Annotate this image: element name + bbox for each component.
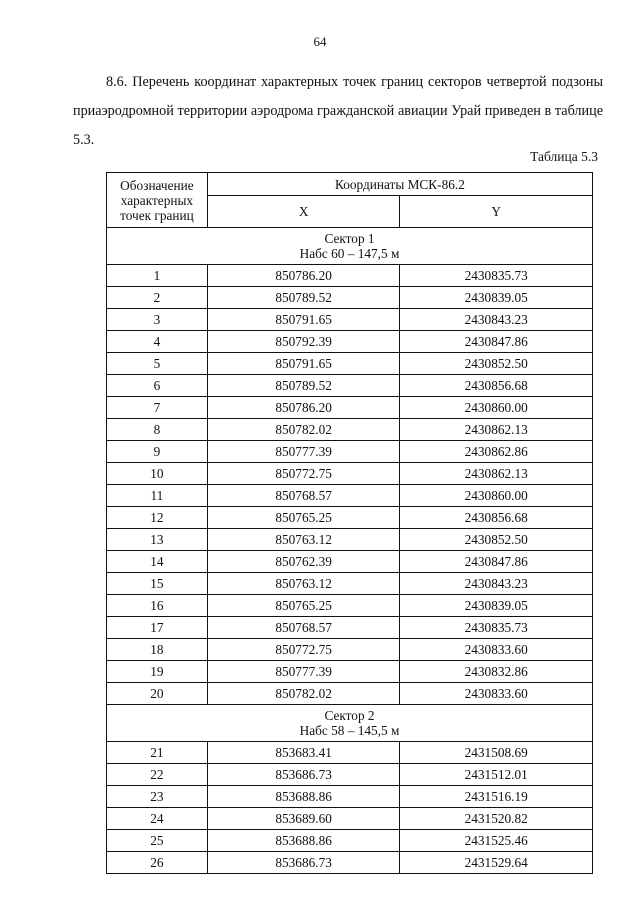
x-coordinate-cell: 853686.73 [207,764,400,786]
x-coordinate-cell: 850768.57 [207,617,400,639]
x-coordinate-cell: 850789.52 [207,287,400,309]
x-coordinate-cell: 850772.75 [207,463,400,485]
y-coordinate-cell: 2431529.64 [400,852,593,874]
table-row [107,397,593,419]
point-number-cell: 20 [107,683,208,705]
table-row [107,529,593,551]
y-coordinate-cell: 2430839.05 [400,287,593,309]
point-number-cell: 17 [107,617,208,639]
point-number-cell: 4 [107,331,208,353]
x-coordinate-cell: 853688.86 [207,830,400,852]
y-coordinate-cell: 2430860.00 [400,485,593,507]
sector-height: Набс 60 – 147,5 м [299,246,400,261]
x-coordinate-cell: 850786.20 [207,265,400,287]
point-number-cell: 8 [107,419,208,441]
point-number-cell: 21 [107,742,208,764]
x-coordinate-cell: 850772.75 [207,639,400,661]
y-coordinate-cell: 2430860.00 [400,397,593,419]
header-x: X [207,196,400,228]
x-coordinate-cell: 850777.39 [207,441,400,463]
table-row [107,764,593,786]
y-coordinate-cell: 2430847.86 [400,331,593,353]
table-row [107,419,593,441]
table-row [107,265,593,287]
table-body [107,228,593,874]
x-coordinate-cell: 853688.86 [207,786,400,808]
table-row [107,441,593,463]
point-number-cell: 12 [107,507,208,529]
y-coordinate-cell: 2430833.60 [400,683,593,705]
x-coordinate-cell: 853689.60 [207,808,400,830]
point-number-cell: 22 [107,764,208,786]
table-row [107,507,593,529]
y-coordinate-cell: 2430843.23 [400,573,593,595]
table-row [107,830,593,852]
x-coordinate-cell: 850789.52 [207,375,400,397]
table-row [107,808,593,830]
table-row [107,309,593,331]
point-number-cell: 1 [107,265,208,287]
x-coordinate-cell: 853686.73 [207,852,400,874]
table-row [107,375,593,397]
table-row [107,742,593,764]
y-coordinate-cell: 2431512.01 [400,764,593,786]
table-row [107,573,593,595]
point-number-cell: 18 [107,639,208,661]
sector-header-row [107,228,593,265]
table-row [107,683,593,705]
point-number-cell: 14 [107,551,208,573]
table-row [107,463,593,485]
y-coordinate-cell: 2430862.13 [400,463,593,485]
point-number-cell: 15 [107,573,208,595]
y-coordinate-cell: 2430835.73 [400,617,593,639]
x-coordinate-cell: 850762.39 [207,551,400,573]
x-coordinate-cell: 850777.39 [207,661,400,683]
y-coordinate-cell: 2430843.23 [400,309,593,331]
point-number-cell: 13 [107,529,208,551]
point-number-cell: 2 [107,287,208,309]
table-row [107,617,593,639]
intro-paragraph: 8.6. Перечень координат характерных точек границ секторов четвертой подзоны приаэродромной территории аэродрома гражданской авиации Урай приведен в таблице 5.3. [73,74,603,148]
table-row [107,287,593,309]
sector-title: Сектор 2 [324,708,375,723]
sector-height: Набс 58 – 145,5 м [299,723,400,738]
y-coordinate-cell: 2430862.13 [400,419,593,441]
coordinates-table [106,172,593,874]
y-coordinate-cell: 2431516.19 [400,786,593,808]
point-number-cell: 3 [107,309,208,331]
y-coordinate-cell: 2431520.82 [400,808,593,830]
y-coordinate-cell: 2430847.86 [400,551,593,573]
x-coordinate-cell: 850791.65 [207,309,400,331]
point-number-cell: 19 [107,661,208,683]
table-row [107,639,593,661]
table-row [107,331,593,353]
sector-title: Сектор 1 [324,231,375,246]
y-coordinate-cell: 2430835.73 [400,265,593,287]
point-number-cell: 16 [107,595,208,617]
y-coordinate-cell: 2430852.50 [400,529,593,551]
header-y: Y [400,196,593,228]
x-coordinate-cell: 850782.02 [207,683,400,705]
x-coordinate-cell: 850782.02 [207,419,400,441]
point-number-cell: 6 [107,375,208,397]
table-row [107,661,593,683]
sector-header [107,705,593,742]
table-row [107,551,593,573]
header-coordinates: Координаты МСК-86.2 [207,173,592,196]
y-coordinate-cell: 2430832.86 [400,661,593,683]
point-number-cell: 26 [107,852,208,874]
point-number-cell: 24 [107,808,208,830]
x-coordinate-cell: 853683.41 [207,742,400,764]
y-coordinate-cell: 2430856.68 [400,507,593,529]
table-row [107,786,593,808]
point-number-cell: 7 [107,397,208,419]
x-coordinate-cell: 850768.57 [207,485,400,507]
y-coordinate-cell: 2431525.46 [400,830,593,852]
x-coordinate-cell: 850765.25 [207,595,400,617]
sector-header-row [107,705,593,742]
point-number-cell: 10 [107,463,208,485]
point-number-cell: 25 [107,830,208,852]
x-coordinate-cell: 850791.65 [207,353,400,375]
table-row [107,595,593,617]
y-coordinate-cell: 2430856.68 [400,375,593,397]
x-coordinate-cell: 850765.25 [207,507,400,529]
table-row [107,353,593,375]
point-number-cell: 23 [107,786,208,808]
table-caption: Таблица 5.3 [530,149,598,164]
y-coordinate-cell: 2430833.60 [400,639,593,661]
x-coordinate-cell: 850763.12 [207,573,400,595]
sector-header [107,228,593,265]
x-coordinate-cell: 850792.39 [207,331,400,353]
page-number: 64 [313,34,327,49]
y-coordinate-cell: 2430862.86 [400,441,593,463]
x-coordinate-cell: 850763.12 [207,529,400,551]
table-row [107,485,593,507]
point-number-cell: 9 [107,441,208,463]
x-coordinate-cell: 850786.20 [207,397,400,419]
point-number-cell: 11 [107,485,208,507]
y-coordinate-cell: 2431508.69 [400,742,593,764]
y-coordinate-cell: 2430839.05 [400,595,593,617]
header-point-designation: Обозначение характерных точек границ [107,173,208,228]
point-number-cell: 5 [107,353,208,375]
table-row [107,852,593,874]
y-coordinate-cell: 2430852.50 [400,353,593,375]
